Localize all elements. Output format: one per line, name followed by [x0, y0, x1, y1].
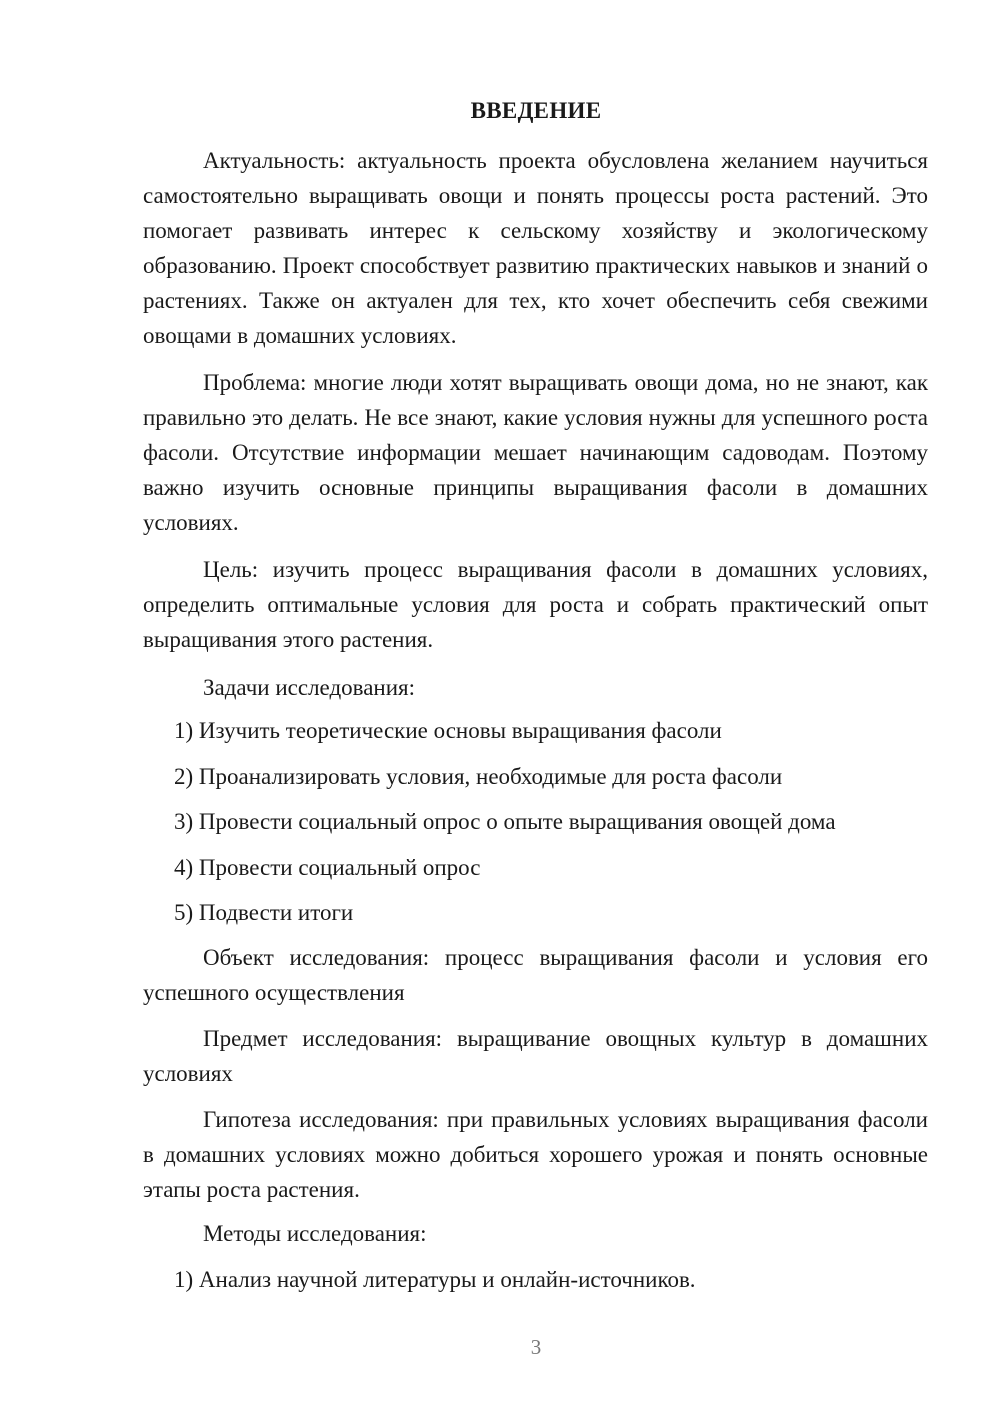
hypothesis-paragraph: Гипотеза исследования: при правильных условиях выращивания фасоли в домашних условиях можно добиться хорошего урожая и понять основные этапы роста растения. [143, 1107, 928, 1202]
task-item: 1) Изучить теоретические основы выращивания фасоли [174, 718, 722, 743]
goal-paragraph: Цель: изучить процесс выращивания фасоли в домашних условиях, определить оптимальные условия для роста и собрать практический опыт выращивания этого растения. [143, 557, 928, 652]
methods-heading: Методы исследования: [203, 1221, 427, 1246]
page-number: 3 [530, 1335, 542, 1359]
task-item: 5) Подвести итоги [174, 900, 354, 925]
page-title: ВВЕДЕНИЕ [470, 98, 602, 123]
task-item: 2) Проанализировать условия, необходимые для роста фасоли [174, 764, 783, 789]
problem-paragraph: Проблема: многие люди хотят выращивать овощи дома, но не знают, как правильно это делать. Не все знают, какие условия нужны для успешного роста фасоли. Отсутствие информации мешает начинающим садоводам. Поэтому важно изучить основные принципы выращивания фасоли в домашних условиях. [143, 370, 928, 535]
tasks-heading: Задачи исследования: [203, 675, 416, 700]
relevance-paragraph: Актуальность: актуальность проекта обусловлена желанием научиться самостоятельно выращивать овощи и понять процессы роста растений. Это помогает развивать интерес к сельскому хозяйству и экологическому образованию. Проект способствует развитию практических навыков и знаний о растениях. Также он актуален для тех, кто хочет обеспечить себя свежими овощами в домашних условиях. [143, 148, 928, 348]
task-item: 3) Провести социальный опрос о опыте выращивания овощей дома [174, 809, 836, 834]
method-item: 1) Анализ научной литературы и онлайн-источников. [174, 1267, 696, 1292]
subject-paragraph: Предмет исследования: выращивание овощных культур в домашних условиях [143, 1026, 928, 1086]
object-paragraph: Объект исследования: процесс выращивания фасоли и условия его успешного осуществления [143, 945, 928, 1005]
task-item: 4) Провести социальный опрос [174, 855, 481, 880]
